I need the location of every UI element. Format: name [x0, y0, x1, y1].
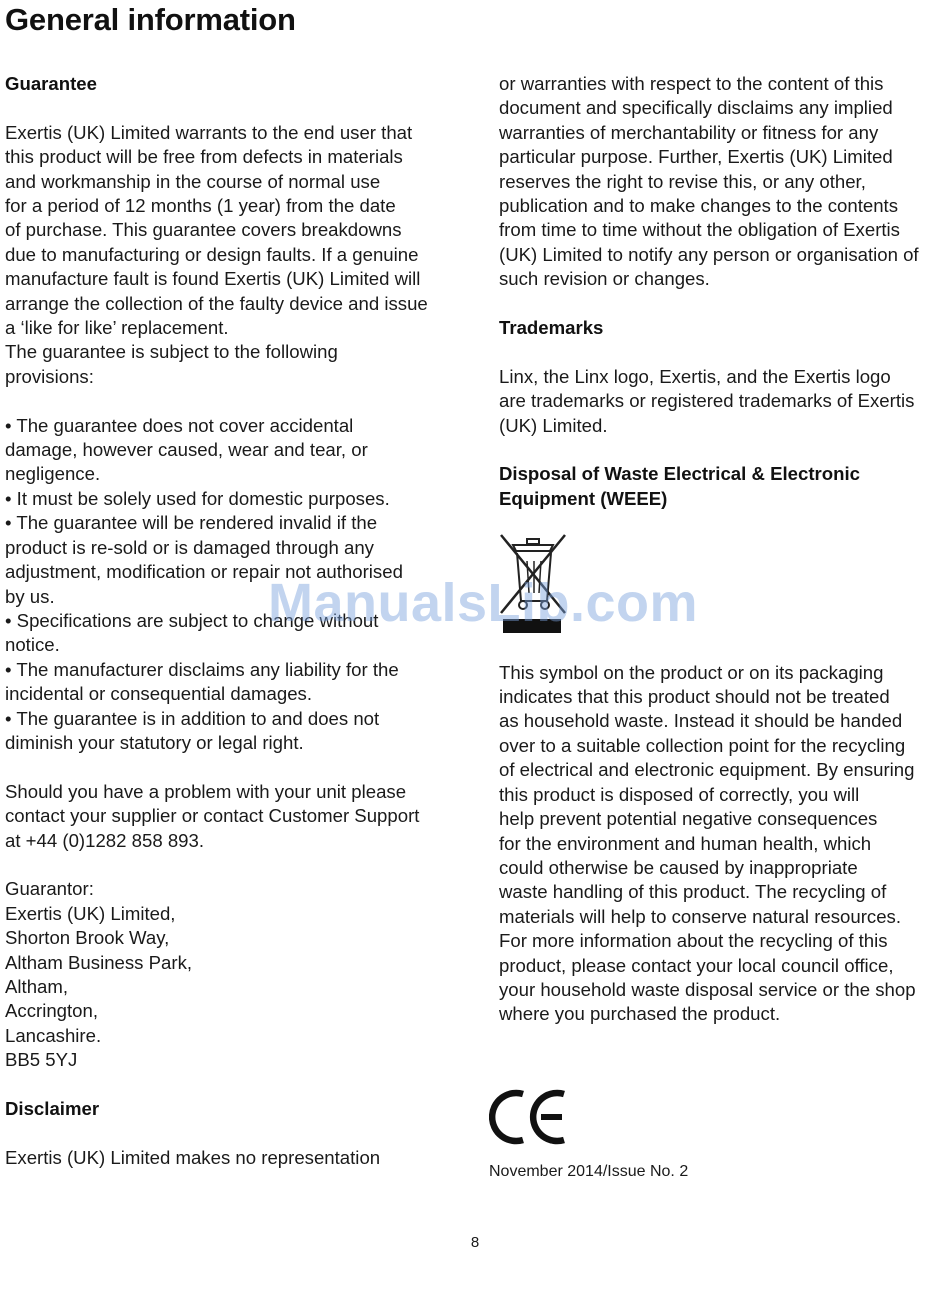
- disclaimer-heading: Disclaimer: [5, 1097, 100, 1119]
- provision-item: • Specifications are subject to change without notice.: [5, 609, 379, 656]
- issue-label: November 2014/Issue No. 2: [489, 1163, 689, 1180]
- guarantee-text: Exertis (UK) Limited warrants to the end user that this product will be free from defects in materials and workmanship in the course of normal use for a period of 12 months (1 year) from the date of purchase. This guarantee covers breakdowns due to manufacturing or design faults. If a genuine manufacture fault is found Exertis (UK) Limited will arrange the collection of the faulty device and issue a ‘like for like’ replacement. The guarantee is subject to the following provisions:: [5, 121, 428, 387]
- disclaimer-continued-text: or warranties with respect to the content of this document and specifically disclaims any implied warranties of merchantability or fitness for any particular purpose. Further, Exertis (UK) Limited reserves the right to revise this, or any other, publication and to make changes to the contents from time to time without the obligation of Exertis (UK) Limited to notify any person or organisation of such revision or changes.: [499, 73, 919, 290]
- provision-item: • It must be solely used for domestic purposes.: [5, 487, 390, 509]
- right-column: [499, 72, 947, 1027]
- weee-text: This symbol on the product or on its packaging indicates that this product should not be treated as household waste. Instead it should be handed over to a suitable collection point for the recycling of electrical and electronic equipment. By ensuring this product is disposed of correctly, you will help prevent potential negative consequences for the environment and human health, which could otherwise be caused by inappropriate waste handling of this product. The recycling of materials will help to conserve natural resources. For more information about the recycling of this product, please contact your local council office, your household waste disposal service or the shop where you purchased the product.: [499, 661, 916, 1025]
- provision-item: • The guarantee will be rendered invalid if the product is re-sold or is damaged through any adjustment, modification or repair not authorised by us.: [5, 512, 403, 607]
- ce-mark-icon: [489, 1088, 569, 1146]
- guarantee-heading: Guarantee: [5, 73, 97, 94]
- weee-heading: Disposal of Waste Electrical & Electronic Equipment (WEEE): [499, 463, 860, 509]
- provision-item: • The manufacturer disclaims any liability for the incidental or consequential damages.: [5, 658, 399, 705]
- footer-block: [489, 1088, 688, 1182]
- trademarks-heading: Trademarks: [499, 317, 604, 339]
- provision-item: • The guarantee is in addition to and does not diminish your statutory or legal right.: [5, 707, 380, 753]
- disclaimer-text: Exertis (UK) Limited makes no representation: [5, 1146, 381, 1168]
- provision-item: • The guarantee does not cover accidental damage, however caused, wear and tear, or negligence.: [5, 414, 368, 485]
- page-title: General information: [5, 2, 296, 37]
- page-number: 8: [470, 1234, 480, 1251]
- guarantor-address: Exertis (UK) Limited, Shorton Brook Way, Altham Business Park, Altham, Accrington, Lancashire. BB5 5YJ: [5, 902, 193, 1071]
- support-text: Should you have a problem with your unit please contact your supplier or contact Customer Support at +44 (0)1282 858 893.: [5, 780, 420, 851]
- guarantor-label: Guarantor:: [5, 878, 94, 900]
- watermark: ManualsLib.com: [268, 573, 699, 633]
- trademarks-text: Linx, the Linx logo, Exertis, and the Exertis logo are trademarks or registered trademarks of Exertis (UK) Limited.: [499, 365, 915, 436]
